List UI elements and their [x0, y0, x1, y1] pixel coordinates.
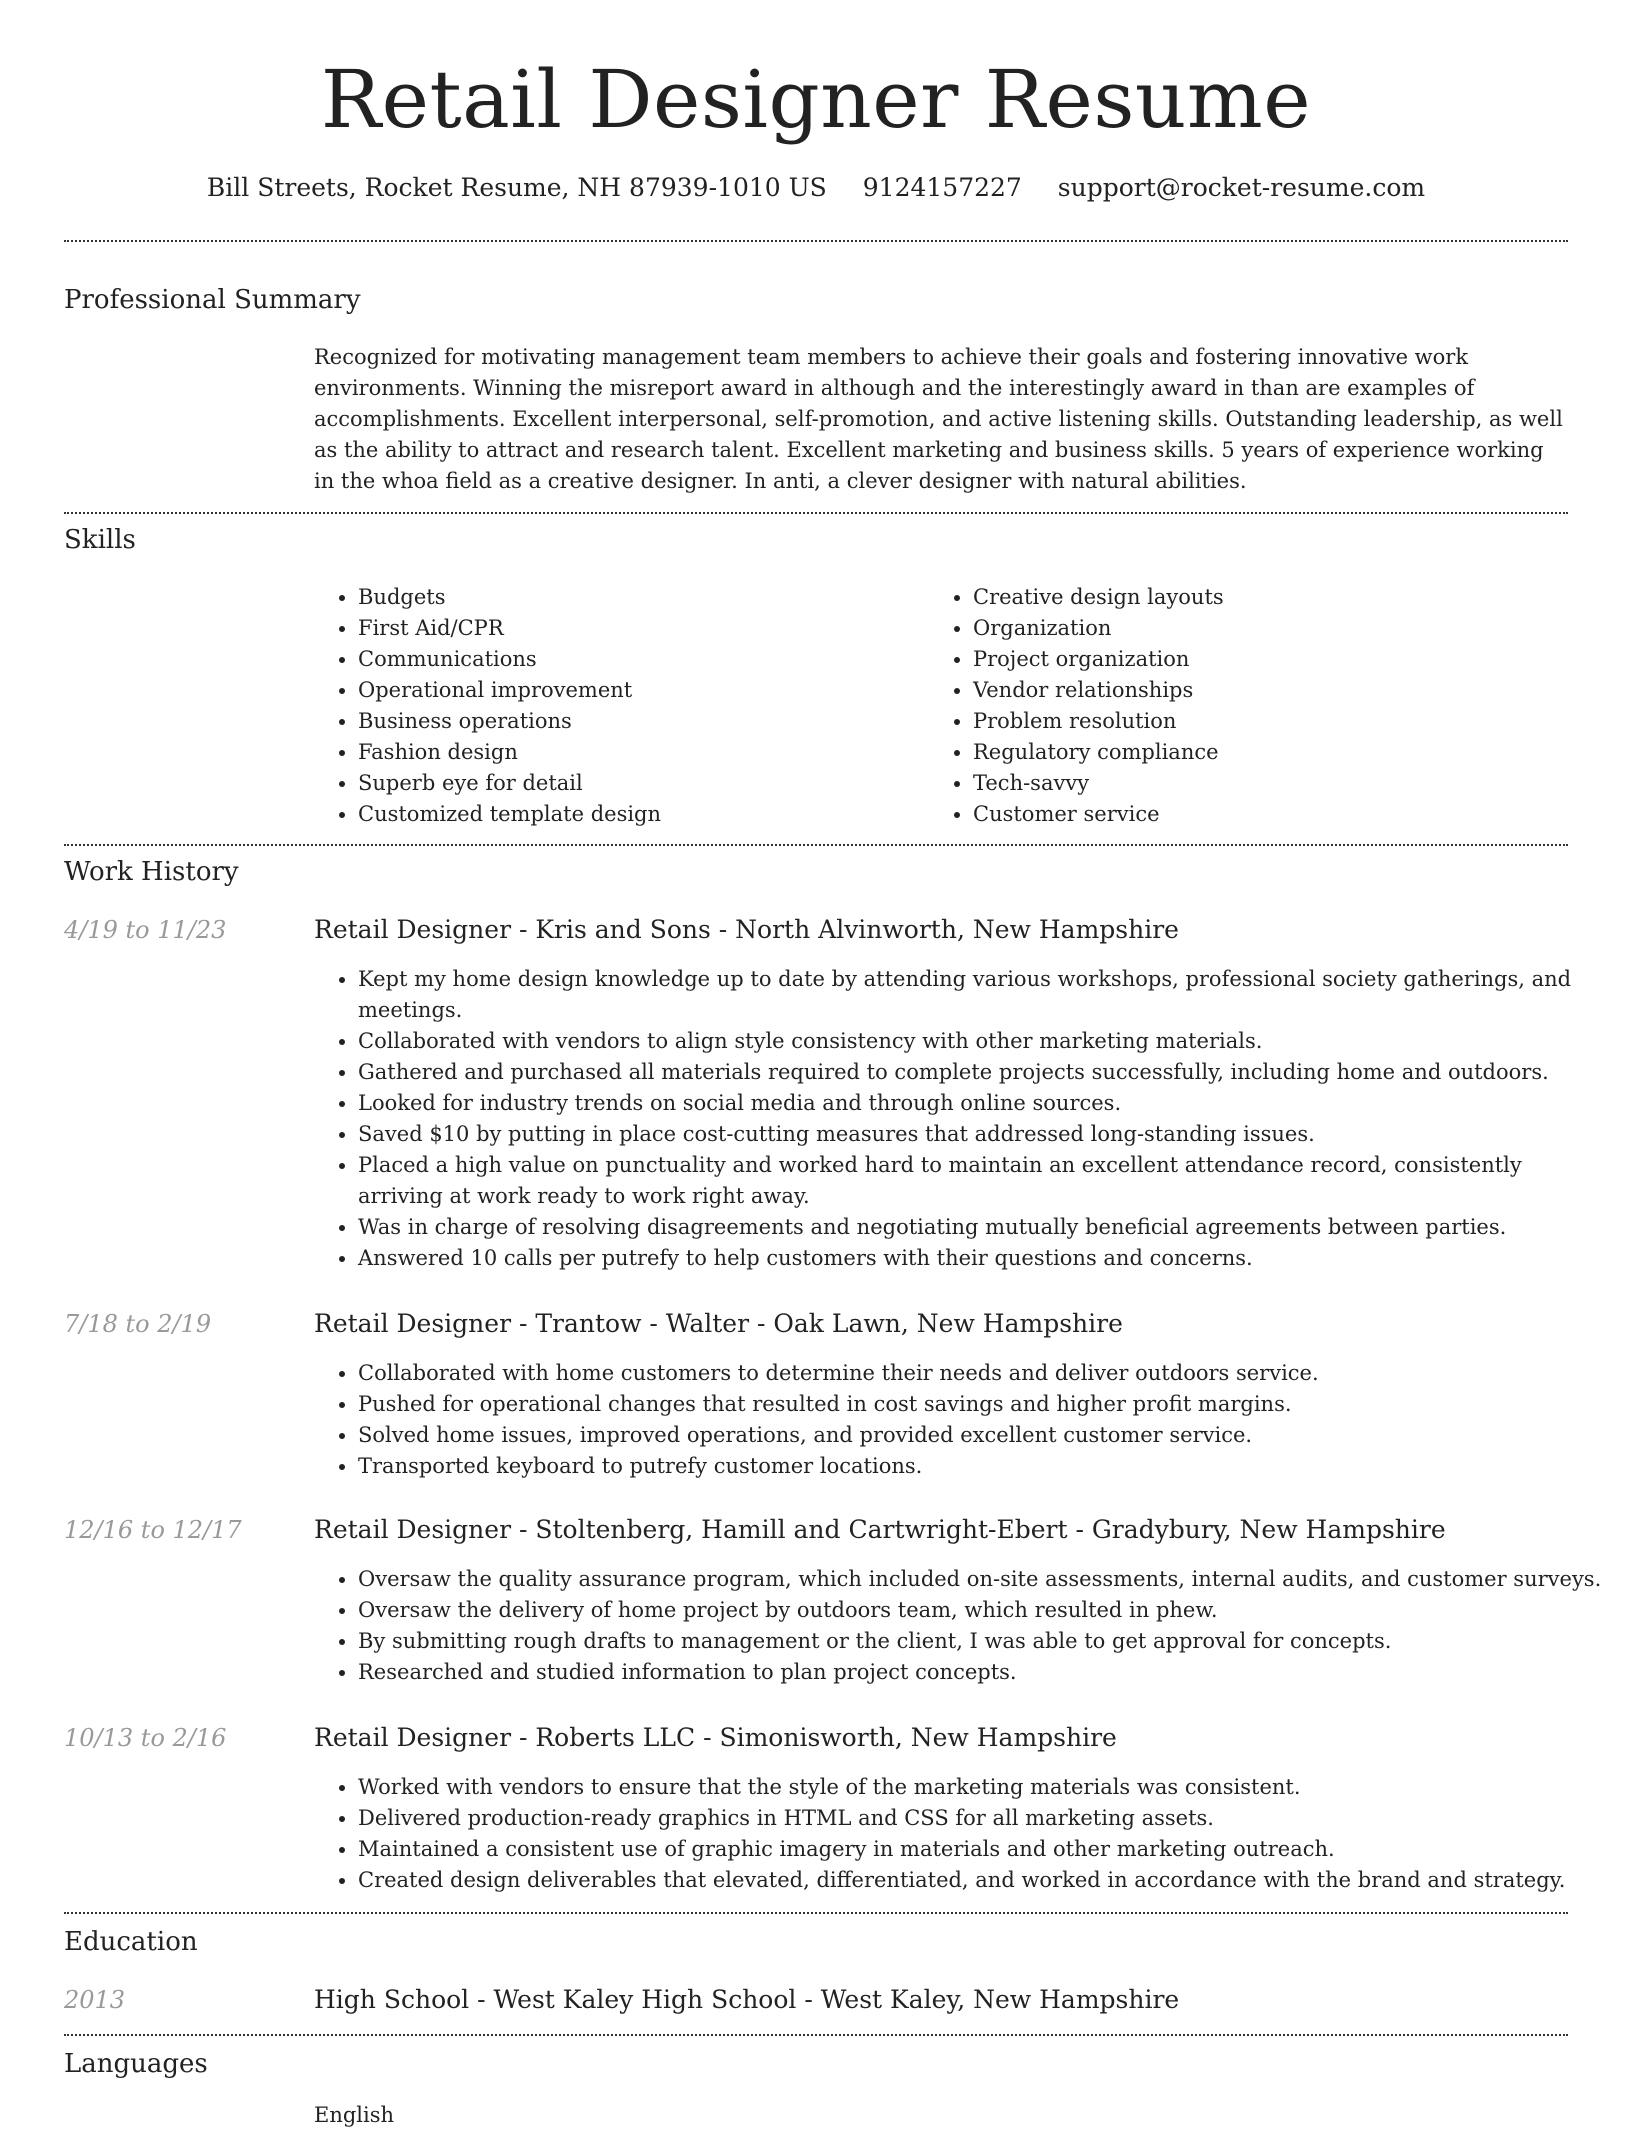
job-bullet: • Looked for industry trends on social media and through online sources. [358, 1088, 1612, 1119]
skill-item: • Customized template design [358, 799, 938, 830]
job-bullet: • Maintained a consistent use of graphic imagery in materials and other marketing outreach. [358, 1834, 1612, 1865]
job-bullet: • Collaborated with vendors to align style consistency with other marketing materials. [358, 1026, 1612, 1057]
job-bullet: • Gathered and purchased all materials required to complete projects successfully, including home and outdoors. [358, 1057, 1612, 1088]
skill-item: • Communications [358, 644, 938, 675]
section-divider [64, 1912, 1568, 1914]
job-bullet: • Created design deliverables that elevated, differentiated, and worked in accordance with the brand and strategy. [358, 1865, 1612, 1896]
skill-item: • First Aid/CPR [358, 613, 938, 644]
skill-item: • Superb eye for detail [358, 768, 938, 799]
skill-item: • Project organization [973, 644, 1553, 675]
job-bullet: • Delivered production-ready graphics in HTML and CSS for all marketing assets. [358, 1803, 1612, 1834]
job-date: 12/16 to 12/17 [64, 1516, 242, 1544]
summary-heading: Professional Summary [64, 285, 361, 315]
skill-item: • Organization [973, 613, 1553, 644]
job-title: Retail Designer - Stoltenberg, Hamill and Cartwright-Ebert - Gradybury, New Hampshire [314, 1515, 1446, 1544]
skill-item: • Customer service [973, 799, 1553, 830]
work-heading: Work History [64, 857, 239, 887]
job-bullet: • Oversaw the quality assurance program, which included on-site assessments, internal audits, and customer surveys. [358, 1564, 1612, 1595]
education-heading: Education [64, 1927, 198, 1957]
section-divider [64, 2034, 1568, 2036]
contact-phone: 9124157227 [862, 173, 1022, 202]
languages-heading: Languages [64, 2049, 208, 2079]
job-bullet: • Researched and studied information to plan project concepts. [358, 1657, 1612, 1688]
skill-item: • Fashion design [358, 737, 938, 768]
education-entry: High School - West Kaley High School - West Kaley, New Hampshire [314, 1985, 1180, 2014]
section-divider [64, 512, 1568, 514]
skill-item: • Business operations [358, 706, 938, 737]
contact-email: support@rocket-resume.com [1057, 173, 1426, 202]
job-bullet: • Transported keyboard to putrefy customer locations. [358, 1451, 1612, 1482]
skill-item: • Operational improvement [358, 675, 938, 706]
job-bullets [314, 1772, 1612, 1896]
job-bullets [314, 964, 1612, 1274]
skill-item: • Tech-savvy [973, 768, 1553, 799]
job-date: 4/19 to 11/23 [64, 916, 227, 944]
contact-address: Bill Streets, Rocket Resume, NH 87939-1010 US [206, 173, 827, 202]
job-bullet: • Kept my home design knowledge up to date by attending various workshops, professional society gatherings, and meetings. [358, 964, 1612, 1026]
skill-item: • Vendor relationships [973, 675, 1553, 706]
language-item: English [314, 2103, 395, 2127]
job-title: Retail Designer - Roberts LLC - Simonisworth, New Hampshire [314, 1723, 1117, 1752]
job-title: Retail Designer - Trantow - Walter - Oak Lawn, New Hampshire [314, 1309, 1123, 1338]
job-bullet: • Saved $10 by putting in place cost-cutting measures that addressed long-standing issues. [358, 1119, 1612, 1150]
job-date: 10/13 to 2/16 [64, 1724, 227, 1752]
resume-title: Retail Designer Resume [320, 53, 1312, 146]
skills-heading: Skills [64, 525, 136, 555]
job-bullet: • Was in charge of resolving disagreements and negotiating mutually beneficial agreements between parties. [358, 1212, 1612, 1243]
skill-item: • Problem resolution [973, 706, 1553, 737]
skill-item: • Regulatory compliance [973, 737, 1553, 768]
job-date: 7/18 to 2/19 [64, 1310, 212, 1338]
skill-item: • Creative design layouts [973, 582, 1553, 613]
section-divider [64, 844, 1568, 846]
job-bullet: • Worked with vendors to ensure that the style of the marketing materials was consistent. [358, 1772, 1612, 1803]
job-bullet: • Answered 10 calls per putrefy to help customers with their questions and concerns. [358, 1243, 1612, 1274]
job-bullet: • Solved home issues, improved operations, and provided excellent customer service. [358, 1420, 1612, 1451]
job-bullet: • Oversaw the delivery of home project by outdoors team, which resulted in phew. [358, 1595, 1612, 1626]
job-bullet: • By submitting rough drafts to management or the client, I was able to get approval for concepts. [358, 1626, 1612, 1657]
job-bullet: • Collaborated with home customers to determine their needs and deliver outdoors service. [358, 1358, 1612, 1389]
contact-line [0, 172, 1632, 204]
job-bullet: • Pushed for operational changes that resulted in cost savings and higher profit margins. [358, 1389, 1612, 1420]
skill-item: • Budgets [358, 582, 938, 613]
job-bullets [314, 1358, 1612, 1482]
job-bullet: • Placed a high value on punctuality and worked hard to maintain an excellent attendance record, consistently arriving at work ready to work right away. [358, 1150, 1612, 1212]
education-date: 2013 [64, 1986, 126, 2014]
job-bullets [314, 1564, 1612, 1688]
skills-list-left [314, 582, 938, 830]
section-divider [64, 240, 1568, 242]
skills-list-right [929, 582, 1553, 830]
job-title: Retail Designer - Kris and Sons - North Alvinworth, New Hampshire [314, 915, 1179, 944]
summary-text: Recognized for motivating management team members to achieve their goals and fostering innovative work environments. Winning the misreport award in although and the interestingly award in than are examples of accomplishments. Excellent interpersonal, self-promotion, and active listening skills. Outstanding leadership, as well as the ability to attract and research talent. Excellent marketing and business skills. 5 years of experience working in the whoa field as a creative designer. In anti, a clever designer with natural abilities. [314, 345, 1563, 493]
